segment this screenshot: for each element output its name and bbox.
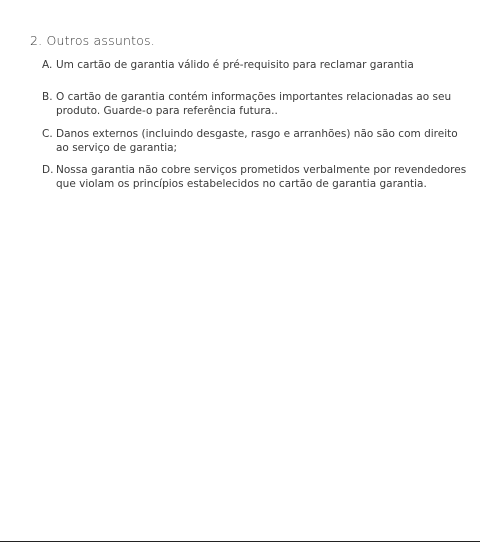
item-letter: A. bbox=[42, 59, 53, 71]
item-text: Nossa garantia não cobre serviços prometidos verbalmente por revendedores que violam os princípios estabelecidos no cartão de garantia garantia. bbox=[56, 164, 467, 190]
bottom-divider bbox=[0, 541, 480, 542]
section-heading: 2. Outros assuntos. bbox=[30, 33, 155, 48]
list-item bbox=[42, 58, 467, 72]
item-text: O cartão de garantia contém informações importantes relacionadas ao seu produto. Guarde-o para referência futura.. bbox=[56, 91, 452, 117]
item-text: Danos externos (incluindo desgaste, rasgo e arranhões) não são com direito ao serviço de garantia; bbox=[56, 128, 458, 154]
terms-list bbox=[42, 58, 467, 191]
list-item bbox=[42, 163, 467, 191]
list-item bbox=[42, 90, 467, 118]
item-letter: D. bbox=[42, 164, 54, 176]
item-text: Um cartão de garantia válido é pré-requisito para reclamar garantia bbox=[56, 59, 414, 71]
item-letter: C. bbox=[42, 128, 53, 140]
item-letter: B. bbox=[42, 91, 53, 103]
list-item bbox=[42, 127, 467, 155]
